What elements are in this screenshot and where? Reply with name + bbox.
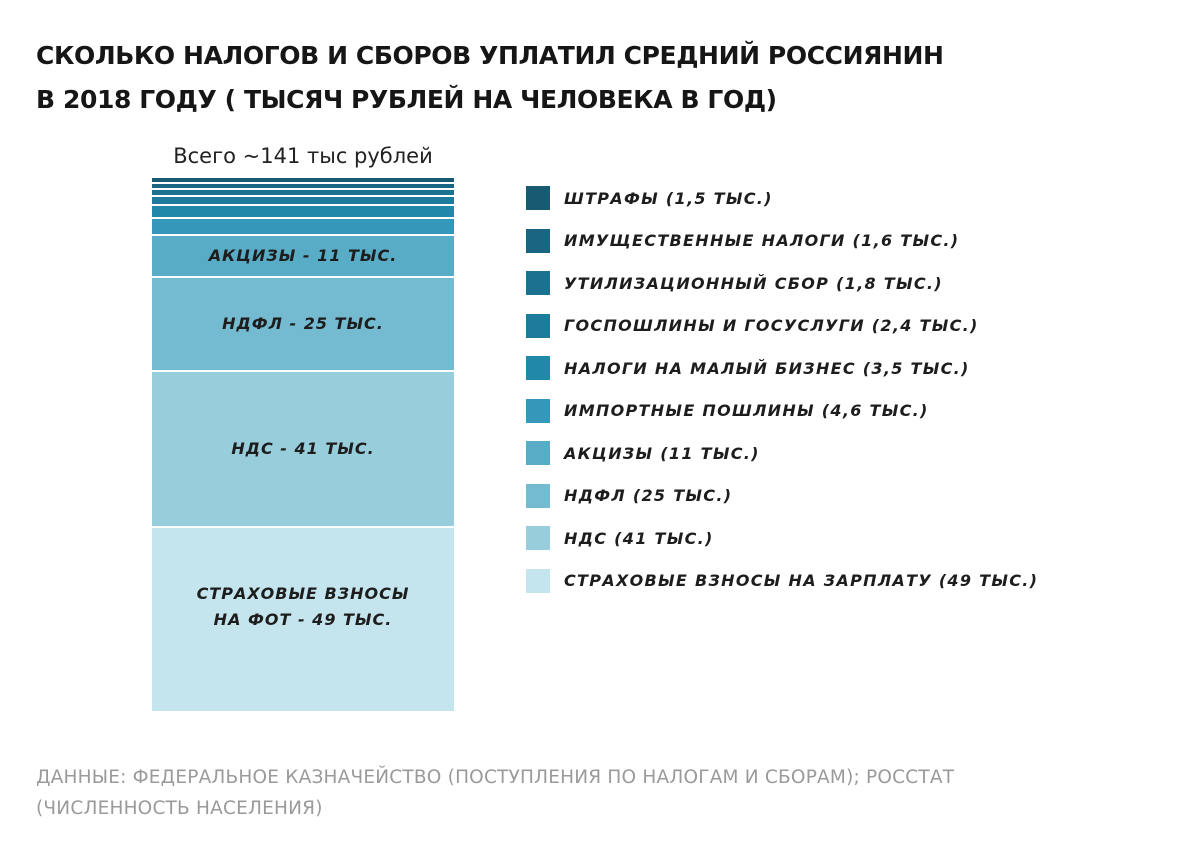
legend-swatch [526, 229, 550, 253]
data-source-line-1: ДАННЫЕ: ФЕДЕРАЛЬНОЕ КАЗНАЧЕЙСТВО (ПОСТУПЛЕНИЯ ПО НАЛОГАМ И СБОРАМ); РОССТАТ [36, 767, 955, 788]
chart-title [36, 34, 1166, 122]
legend-swatch [526, 271, 550, 295]
legend-item [526, 475, 1038, 518]
bar-segment-label-line: АКЦИЗЫ - 11 ТЫС. [208, 246, 398, 266]
bar-segment-label-10 [152, 581, 454, 633]
chart-title-line-1: СКОЛЬКО НАЛОГОВ И СБОРОВ УПЛАТИЛ СРЕДНИЙ РОССИЯНИН [36, 41, 944, 70]
legend-item [526, 177, 1038, 220]
legend-item [526, 432, 1038, 475]
data-source-note [36, 762, 1176, 824]
legend-item [526, 220, 1038, 263]
legend-label: ИМУЩЕСТВЕННЫЕ НАЛОГИ (1,6 ТЫС.) [564, 231, 960, 251]
bar-segment-label-line: НА ФОТ - 49 ТЫС. [213, 610, 393, 630]
legend-swatch [526, 399, 550, 423]
chart-title-line-2: В 2018 ГОДУ ( ТЫСЯЧ РУБЛЕЙ НА ЧЕЛОВЕКА В ГОД) [36, 85, 777, 114]
legend-label: ИМПОРТНЫЕ ПОШЛИНЫ (4,6 ТЫС.) [564, 401, 929, 421]
bar-segment-label-7 [152, 243, 454, 269]
legend-label: АКЦИЗЫ (11 ТЫС.) [564, 443, 760, 463]
legend-item [526, 517, 1038, 560]
bar-segment-5 [152, 206, 454, 217]
legend-swatch [526, 526, 550, 550]
bar-segment-3 [152, 190, 454, 195]
legend-item [526, 305, 1038, 348]
bar-segment-6 [152, 219, 454, 234]
legend-label: НАЛОГИ НА МАЛЫЙ БИЗНЕС (3,5 ТЫС.) [564, 358, 970, 378]
legend-label: ГОСПОШЛИНЫ И ГОСУСЛУГИ (2,4 ТЫС.) [564, 316, 979, 336]
legend-label: ШТРАФЫ (1,5 ТЫС.) [564, 188, 773, 208]
legend-swatch [526, 569, 550, 593]
bar-segment-4 [152, 197, 454, 204]
legend-item [526, 390, 1038, 433]
chart-legend [526, 177, 1038, 602]
legend-label: УТИЛИЗАЦИОННЫЙ СБОР (1,8 ТЫС.) [564, 273, 943, 293]
legend-label: НДС (41 ТЫС.) [564, 528, 714, 548]
legend-label: СТРАХОВЫЕ ВЗНОСЫ НА ЗАРПЛАТУ (49 ТЫС.) [564, 571, 1039, 591]
bar-segment-label-8 [152, 311, 454, 337]
legend-label: НДФЛ (25 ТЫС.) [564, 486, 733, 506]
legend-swatch [526, 186, 550, 210]
bar-segment-label-line: СТРАХОВЫЕ ВЗНОСЫ [196, 584, 410, 604]
bar-segment-label-9 [152, 436, 454, 462]
legend-swatch [526, 314, 550, 338]
bar-segment-label-line: НДС - 41 ТЫС. [231, 439, 375, 459]
total-label: Всего ~141 тыс рублей [173, 144, 433, 168]
legend-item [526, 560, 1038, 603]
bar-segment-2 [152, 184, 454, 188]
data-source-line-2: (ЧИСЛЕННОСТЬ НАСЕЛЕНИЯ) [36, 798, 323, 819]
stacked-bar [152, 178, 454, 713]
bar-segment-label-line: НДФЛ - 25 ТЫС. [222, 314, 384, 334]
legend-swatch [526, 484, 550, 508]
bar-segment-1 [152, 178, 454, 182]
legend-swatch [526, 356, 550, 380]
legend-item [526, 347, 1038, 390]
legend-item [526, 262, 1038, 305]
legend-swatch [526, 441, 550, 465]
